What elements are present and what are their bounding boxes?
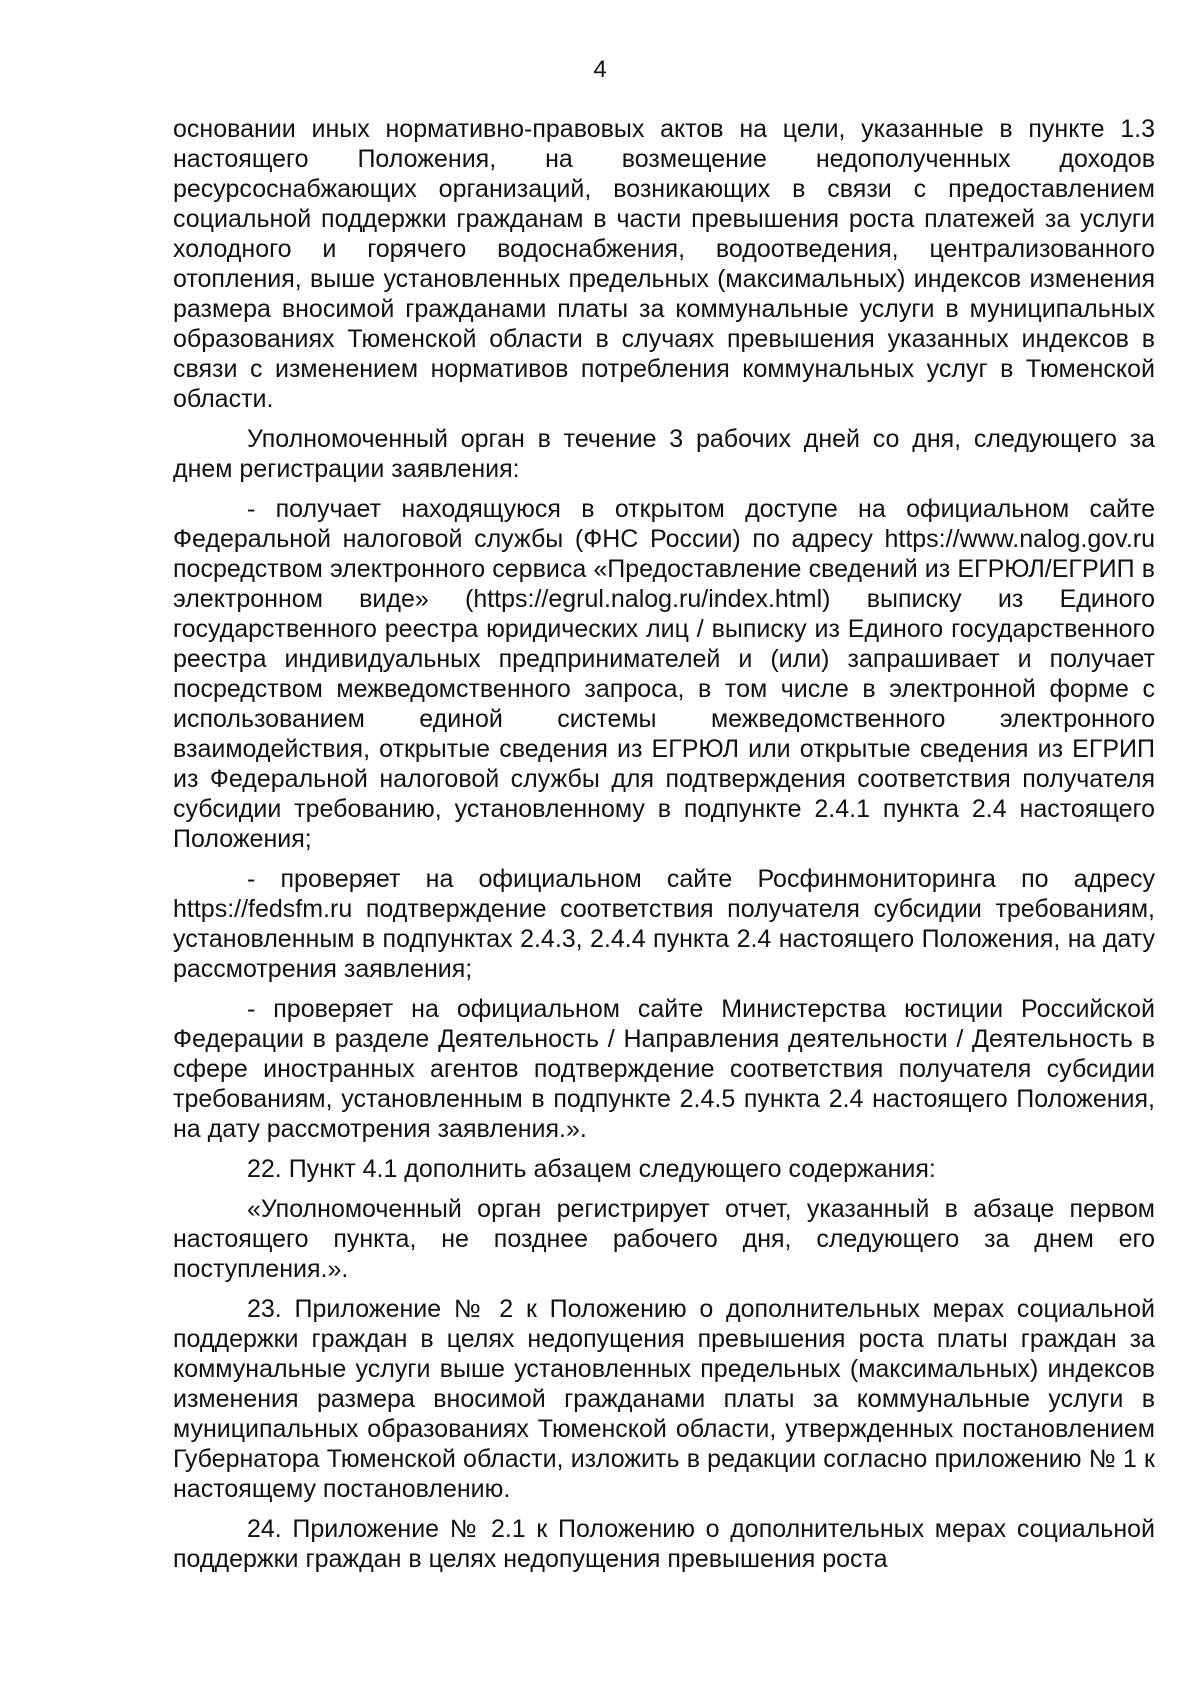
page-number: 4 bbox=[593, 56, 607, 83]
paragraph-item-22: 22. Пункт 4.1 дополнить абзацем следующего содержания: bbox=[247, 1155, 936, 1183]
paragraph-authority-intro: Уполномоченный орган в течение 3 рабочих дней со дня, следующего за днем регистрации заявления: bbox=[173, 425, 1155, 483]
paragraph-rosfinmonitoring-check: - проверяет на официальном сайте Росфинмониторинга по адресу https://fedsfm.ru подтверждение соответствия получателя субсидии требованиям, установленным в подпунктах 2.4.3, 2.4.4 пункта 2.4 настоящего Положения, на дату рассмотрения заявления; bbox=[173, 865, 1155, 983]
paragraph-egrul-check: - получает находящуюся в открытом доступе на официальном сайте Федеральной налоговой службы (ФНС России) по адресу https://www.nalog.gov.ru посредством электронного сервиса «Предоставление сведений из ЕГРЮЛ/ЕГРИП в электронном виде» (https://egrul.nalog.ru/index.html) выписку из Единого государственного реестра юридических лиц / выписку из Единого государственного реестра индивидуальных предпринимателей и (или) запрашивает и получает посредством межведомственного запроса, в том числе в электронной форме с использованием единой системы межведомственного электронного взаимодействия, открытые сведения из ЕГРЮЛ или открытые сведения из ЕГРИП из Федеральной налоговой службы для подтверждения соответствия получателя субсидии требованию, установленному в подпункте 2.4.1 пункта 2.4 настоящего Положения; bbox=[173, 495, 1155, 853]
paragraph-minjust-check: - проверяет на официальном сайте Министерства юстиции Российской Федерации в разделе Деятельность / Направления деятельности / Деятельность в сфере иностранных агентов подтверждение соответствия получателя субсидии требованиям, установленным в подпункте 2.4.5 пункта 2.4 настоящего Положения, на дату рассмотрения заявления.». bbox=[173, 995, 1155, 1143]
paragraph-item-23: 23. Приложение № 2 к Положению о дополнительных мерах социальной поддержки граждан в целях недопущения превышения роста платы граждан за коммунальные услуги выше установленных предельных (максимальных) индексов изменения размера вносимой гражданами платы за коммунальные услуги в муниципальных образованиях Тюменской области, утвержденных постановлением Губернатора Тюменской области, изложить в редакции согласно приложению № 1 к настоящему постановлению. bbox=[173, 1295, 1155, 1503]
paragraph-report-registration: «Уполномоченный орган регистрирует отчет, указанный в абзаце первом настоящего пункта, не позднее рабочего дня, следующего за днем его поступления.». bbox=[173, 1195, 1155, 1283]
paragraph-item-24: 24. Приложение № 2.1 к Положению о дополнительных мерах социальной поддержки граждан в целях недопущения превышения роста bbox=[173, 1515, 1155, 1573]
document-body bbox=[173, 114, 1155, 1574]
paragraph-continuation: основании иных нормативно-правовых актов на цели, указанные в пункте 1.3 настоящего Положения, на возмещение недополученных доходов ресурсоснабжающих организаций, возникающих в связи с предоставлением социальной поддержки гражданам в части превышения роста платежей за услуги холодного и горячего водоснабжения, водоотведения, централизованного отопления, выше установленных предельных (максимальных) индексов изменения размера вносимой гражданами платы за коммунальные услуги в муниципальных образованиях Тюменской области в случаях превышения указанных индексов в связи с изменением нормативов потребления коммунальных услуг в Тюменской области. bbox=[173, 115, 1155, 413]
